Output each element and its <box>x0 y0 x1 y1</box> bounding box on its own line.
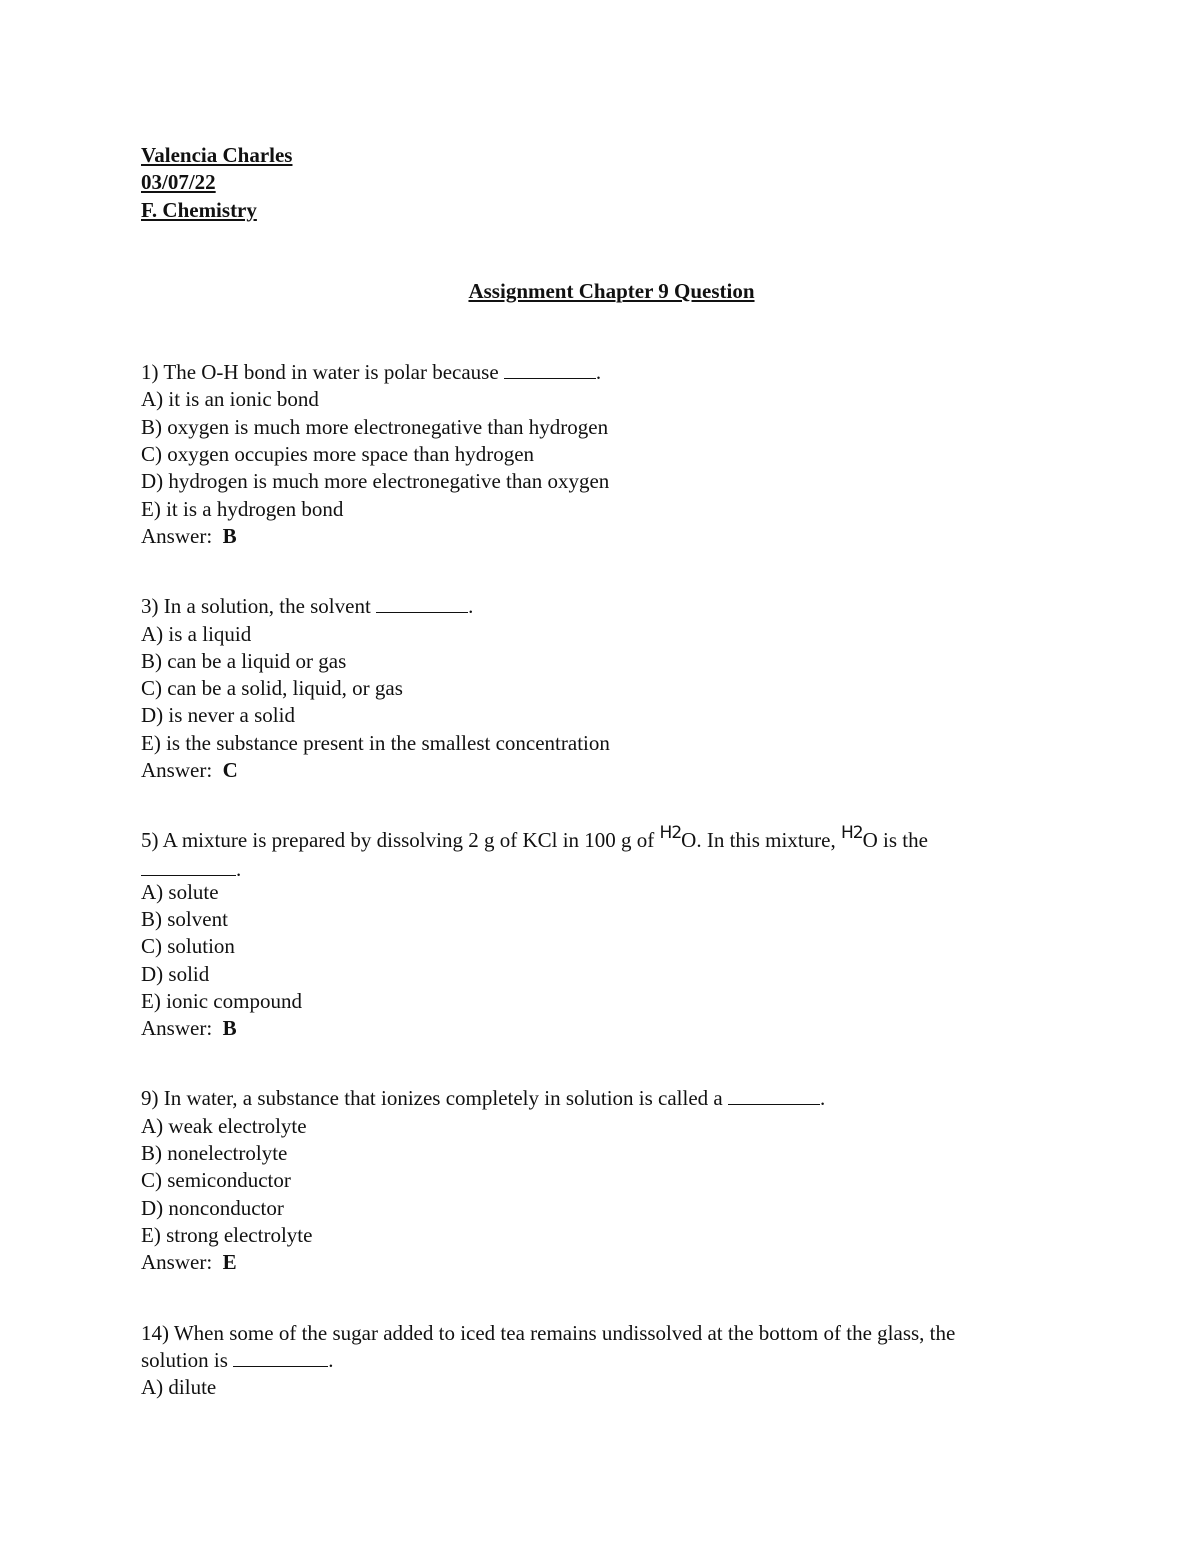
assignment-date: 03/07/22 <box>141 170 216 195</box>
option-d: D) solid <box>141 961 210 986</box>
question-5 <box>141 823 1101 1042</box>
option-c: C) semiconductor <box>141 1168 291 1193</box>
option-a: A) weak electrolyte <box>141 1113 307 1138</box>
question-text: 5) A mixture is prepared by dissolving 2 g of KCl in 100 g of <box>141 828 660 853</box>
answer-line <box>141 1249 1101 1276</box>
question-text: 9) In water, a substance that ionizes completely in solution is called a <box>141 1086 728 1111</box>
answer-label: Answer: <box>141 523 223 548</box>
answer-blank <box>376 594 468 613</box>
answer-value: B <box>222 1016 237 1041</box>
formula-h2: H2 <box>659 823 682 844</box>
question-stem <box>141 593 1101 620</box>
answer-line <box>141 757 1101 784</box>
question-punct: . <box>236 856 242 881</box>
question-punct: . <box>820 1086 826 1111</box>
answer-value: B <box>222 523 237 548</box>
option-c: C) can be a solid, liquid, or gas <box>141 676 403 701</box>
option-a: A) solute <box>141 879 219 904</box>
answer-blank <box>728 1086 820 1105</box>
option-b: B) can be a liquid or gas <box>141 648 347 673</box>
option-e: E) ionic compound <box>141 988 302 1013</box>
question-14 <box>141 1320 1101 1402</box>
option-a: A) it is an ionic bond <box>141 387 319 412</box>
question-stem: 14) When some of the sugar added to iced tea remains undissolved at the bottom of the glass, the <box>141 1320 956 1345</box>
option-e: E) it is a hydrogen bond <box>141 496 344 521</box>
question-punct: . <box>595 360 602 385</box>
question-punct: . <box>328 1347 334 1372</box>
question-text: solution is <box>141 1347 234 1372</box>
assignment-title: Assignment Chapter 9 Question <box>468 278 755 303</box>
student-header <box>141 142 1101 224</box>
option-a: A) is a liquid <box>141 621 252 646</box>
option-d: D) is never a solid <box>141 703 295 728</box>
option-d: D) nonconductor <box>141 1195 284 1220</box>
option-b: B) oxygen is much more electronegative than hydrogen <box>141 414 609 439</box>
formula-h2: H2 <box>840 823 863 844</box>
question-text: 1) The O-H bond in water is polar because <box>141 360 504 385</box>
option-b: B) nonelectrolyte <box>141 1141 288 1166</box>
question-punct: . <box>468 594 474 619</box>
answer-label: Answer: <box>141 758 223 783</box>
answer-blank <box>141 857 236 876</box>
question-1 <box>141 359 1101 550</box>
option-e: E) is the substance present in the smallest concentration <box>141 730 610 755</box>
question-text: O. In this mixture, <box>681 828 841 853</box>
answer-line <box>141 1015 1101 1042</box>
question-text: 3) In a solution, the solvent <box>141 594 377 619</box>
option-b: B) solvent <box>141 906 228 931</box>
option-a: A) dilute <box>141 1375 217 1400</box>
option-e: E) strong electrolyte <box>141 1222 313 1247</box>
answer-blank <box>504 360 596 379</box>
question-stem <box>141 359 1101 386</box>
option-c: C) oxygen occupies more space than hydrogen <box>141 442 535 467</box>
document-page <box>141 142 1101 1444</box>
option-c: C) solution <box>141 934 235 959</box>
question-text: O is the <box>862 828 928 853</box>
answer-value: E <box>222 1250 237 1275</box>
option-d: D) hydrogen is much more electronegative than oxygen <box>141 469 610 494</box>
answer-value: C <box>222 758 238 783</box>
course-name: F. Chemistry <box>141 197 257 222</box>
student-name: Valencia Charles <box>141 143 293 167</box>
question-stem-continued <box>141 857 1101 879</box>
answer-label: Answer: <box>141 1016 223 1041</box>
question-stem-continued <box>141 1347 1101 1374</box>
answer-line <box>141 523 1101 550</box>
question-3 <box>141 593 1101 784</box>
question-9 <box>141 1085 1101 1276</box>
answer-label: Answer: <box>141 1250 223 1275</box>
answer-blank <box>233 1348 328 1367</box>
question-stem <box>141 1085 1101 1112</box>
question-stem <box>141 823 1101 856</box>
